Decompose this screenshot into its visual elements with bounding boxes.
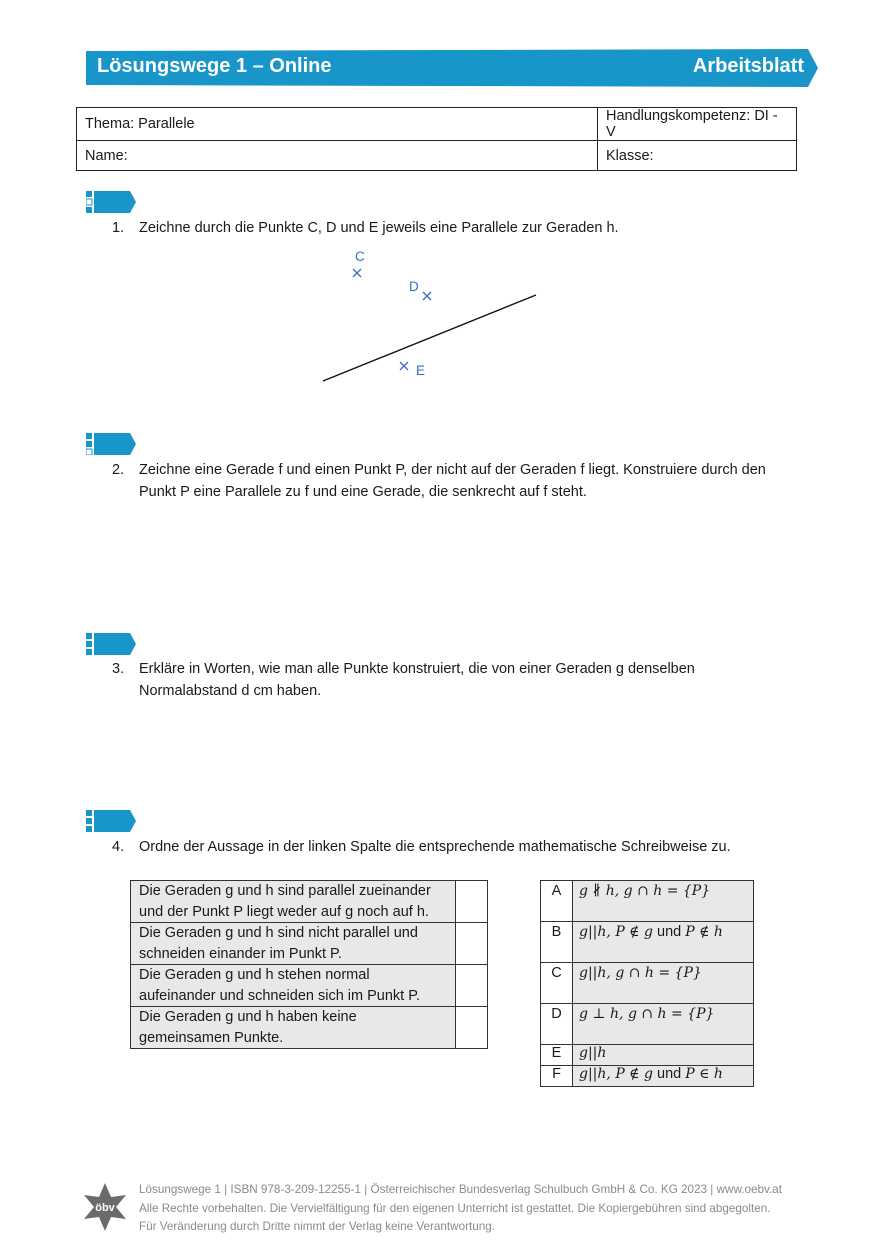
option-notation: g ∦ h, g ∩ h = {P} xyxy=(579,883,711,899)
task-text-line: Erkläre in Worten, wie man alle Punkte konstruiert, die von einer Geraden g denselben xyxy=(139,661,695,677)
task-marker-2 xyxy=(86,433,136,455)
statement-text-line: Die Geraden g und h stehen normal xyxy=(139,967,370,983)
point-d-cross-icon xyxy=(423,292,431,300)
class-field[interactable]: Klasse: xyxy=(598,141,797,171)
option-row xyxy=(541,1066,754,1087)
competence-cell: Handlungskompetenz: DI - V xyxy=(598,108,797,141)
option-notation: g||h xyxy=(579,1045,607,1061)
option-connector: und xyxy=(657,1066,682,1082)
option-row xyxy=(541,922,754,963)
statements-table xyxy=(130,880,488,1049)
option-notation: g ⊥ h, g ∩ h = {P} xyxy=(579,1006,715,1022)
option-notation: g||h, P ∉ g xyxy=(579,924,653,940)
option-letter: C xyxy=(541,963,573,1004)
task-text-line: Punkt P eine Parallele zu f und eine Gerade, die senkrecht auf f steht. xyxy=(139,484,587,500)
statement-text-line: Die Geraden g und h sind nicht parallel und xyxy=(139,925,418,941)
statement-row xyxy=(131,965,488,1007)
point-c-label: C xyxy=(355,249,365,264)
answer-box[interactable] xyxy=(456,923,488,965)
statement-text-line: Die Geraden g und h sind parallel zueinander xyxy=(139,883,431,899)
option-row xyxy=(541,1004,754,1045)
task-number: 3. xyxy=(112,661,125,677)
task-text: Ordne der Aussage in der linken Spalte die entsprechende mathematische Schreibweise zu. xyxy=(139,839,731,855)
statement-row xyxy=(131,881,488,923)
option-notation: g||h, P ∉ g xyxy=(579,1066,653,1082)
notation-options-table xyxy=(540,880,754,1087)
point-e-label: E xyxy=(416,363,426,378)
topic-cell: Thema: Parallele xyxy=(77,108,598,141)
answer-box[interactable] xyxy=(456,881,488,923)
option-connector: und xyxy=(657,924,682,940)
task-marker-3 xyxy=(86,633,136,655)
task-marker-4 xyxy=(86,810,136,832)
statement-row xyxy=(131,1007,488,1049)
line-h xyxy=(323,295,536,381)
footer-line: Für Veränderung durch Dritte nimmt der Verlag keine Verantwortung. xyxy=(139,1220,496,1233)
point-e-cross-icon xyxy=(400,362,408,370)
answer-box[interactable] xyxy=(456,965,488,1007)
option-row xyxy=(541,1045,754,1066)
task-text: Zeichne durch die Punkte C, D und E jeweils eine Parallele zur Geraden h. xyxy=(139,220,619,236)
option-letter: D xyxy=(541,1004,573,1045)
task-number: 4. xyxy=(112,839,125,855)
banner-doc-type: Arbeitsblatt xyxy=(692,55,804,77)
publisher-logo xyxy=(80,1181,130,1233)
option-notation: g||h, g ∩ h = {P} xyxy=(579,965,702,981)
point-c-cross-icon xyxy=(353,269,361,277)
geometry-figure xyxy=(300,245,560,390)
option-notation-tail: P ∉ h xyxy=(685,924,723,940)
statement-text-line: schneiden einander im Punkt P. xyxy=(139,945,342,962)
task-text-line: Normalabstand d cm haben. xyxy=(139,683,322,699)
task-number: 1. xyxy=(112,220,125,236)
option-letter: A xyxy=(541,881,573,922)
footer-text xyxy=(139,1181,782,1237)
task-text-line: Zeichne eine Gerade f und einen Punkt P, der nicht auf der Geraden f liegt. Konstruiere durch den xyxy=(139,462,766,478)
statement-text-line: gemeinsamen Punkte. xyxy=(139,1029,284,1046)
task-marker-1 xyxy=(86,191,136,213)
option-letter: F xyxy=(541,1066,573,1087)
statement-text-line: Die Geraden g und h haben keine xyxy=(139,1009,357,1025)
option-letter: E xyxy=(541,1045,573,1066)
line-h-diagram xyxy=(300,245,560,390)
banner-title: Lösungswege 1 – Online xyxy=(97,55,332,77)
statement-text-line: und der Punkt P liegt weder auf g noch auf h. xyxy=(139,903,429,920)
logo-text: öbv xyxy=(95,1202,115,1214)
statement-row xyxy=(131,923,488,965)
option-letter: B xyxy=(541,922,573,963)
footer-line: Alle Rechte vorbehalten. Die Vervielfältigung für den eigenen Unterricht ist gestattet. Die Kopiergebühren sind abgegolten. xyxy=(139,1201,771,1215)
option-row xyxy=(541,881,754,922)
header-banner xyxy=(86,49,818,87)
statement-text-line: aufeinander und schneiden sich im Punkt P. xyxy=(139,987,421,1004)
task-number: 2. xyxy=(112,462,125,478)
option-row xyxy=(541,963,754,1004)
option-notation-tail: P ∈ h xyxy=(685,1066,723,1082)
point-d-label: D xyxy=(409,279,419,294)
name-field[interactable]: Name: xyxy=(77,141,598,171)
student-info-table xyxy=(76,107,797,171)
footer-line: Lösungswege 1 | ISBN 978-3-209-12255-1 | Österreichischer Bundesverlag Schulbuch GmbH & Co. KG 2023 | www.oebv.at xyxy=(139,1183,782,1196)
answer-box[interactable] xyxy=(456,1007,488,1049)
